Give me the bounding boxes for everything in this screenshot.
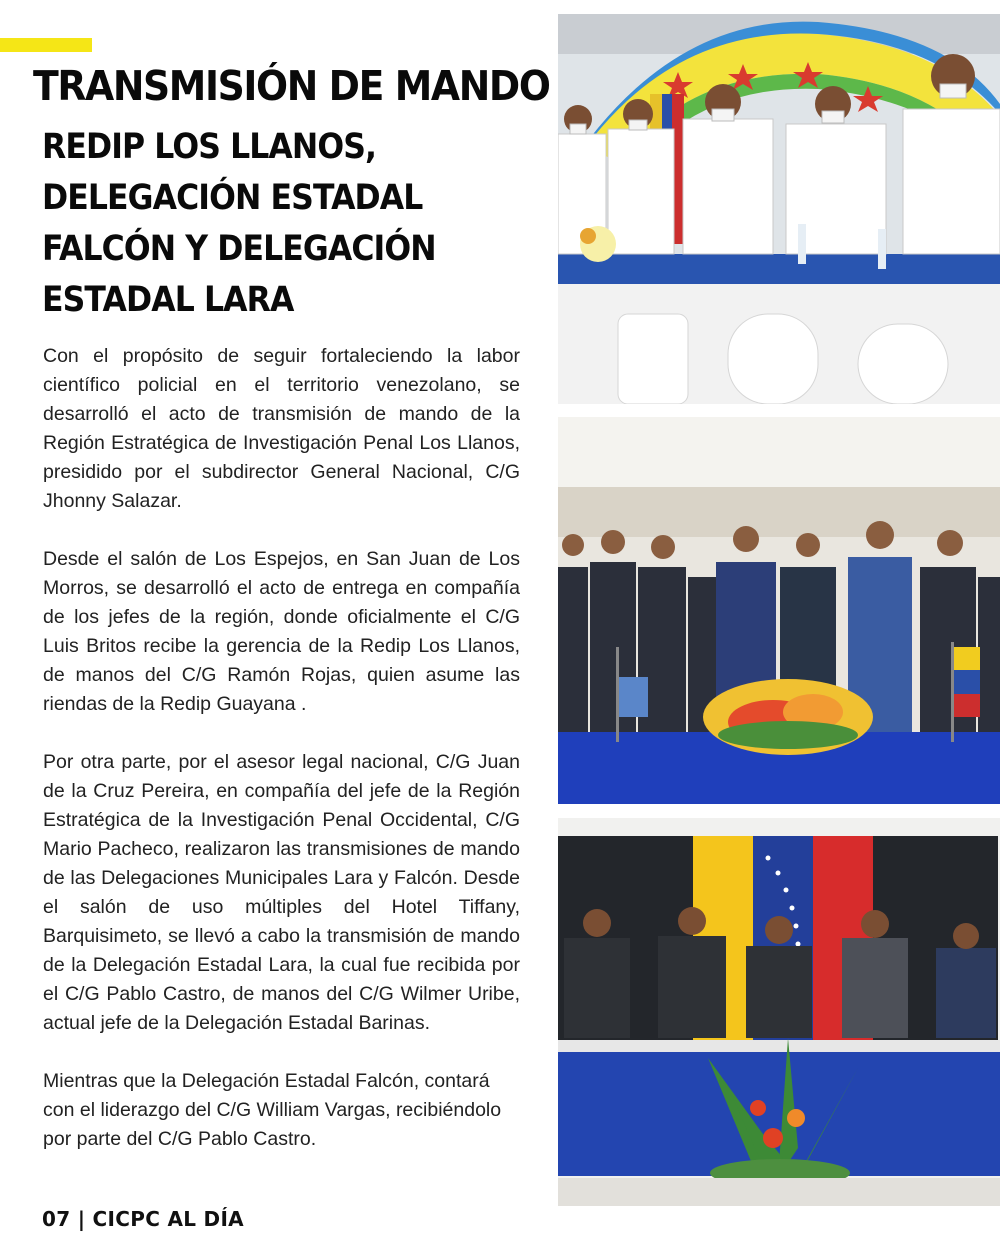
paragraph: Con el propósito de seguir fortaleciendo la labor científico policial en el territorio venezolano, se desarrolló el acto de transmisión de mando de la Región Estratégica de Investigación Penal Los Llanos, presidido por el subdirector General Nacional, C/G Jhonny Salazar.: [43, 345, 520, 512]
ceremony-photo-llanos: [558, 14, 1000, 404]
headline: TRANSMISIÓN DE MANDO: [33, 62, 550, 110]
paragraph: Mientras que la Delegación Estadal Falcón, contará con el liderazgo del C/G William Vargas, recibiéndolo por parte del C/G Pablo Castro.: [43, 1070, 502, 1150]
ceremony-photo-espejos: [558, 417, 1000, 804]
subheadline-line: DELEGACIÓN ESTADAL: [42, 178, 423, 218]
subheadline-line: REDIP LOS LLANOS,: [42, 127, 377, 167]
ceremony-photo-tiffany: [558, 818, 1000, 1206]
paragraph: Desde el salón de Los Espejos, en San Juan de Los Morros, se desarrolló el acto de entrega en compañía de los jefes de la región, donde oficialmente el C/G Luis Britos recibe la gerencia de la Redip Los Llanos, de manos del C/G Ramón Rojas, quien asume las riendas de la Redip Guayana .: [43, 548, 520, 715]
subheadline: [42, 122, 546, 326]
accent-bar: [0, 38, 92, 52]
subheadline-line: ESTADAL LARA: [42, 280, 294, 320]
page-footer: 07 | CICPC AL DÍA: [42, 1207, 244, 1231]
paragraph: Por otra parte, por el asesor legal nacional, C/G Juan de la Cruz Pereira, en compañía del jefe de la Región Estratégica de la Investigación Penal Occidental, C/G Mario Pacheco, realizaron las transmisiones de mando de las Delegaciones Municipales Lara y Falcón. Desde el salón de uso múltiples del Hotel Tiffany, Barquisimeto, se llevó a cabo la transmisión de mando de la Delegación Estadal Lara, la cual fue recibida por el C/G Pablo Castro, de manos del C/G Wilmer Uribe, actual jefe de la Delegación Estadal Barinas.: [43, 751, 520, 1034]
article-body: [43, 342, 520, 1183]
subheadline-line: FALCÓN Y DELEGACIÓN: [42, 229, 436, 269]
